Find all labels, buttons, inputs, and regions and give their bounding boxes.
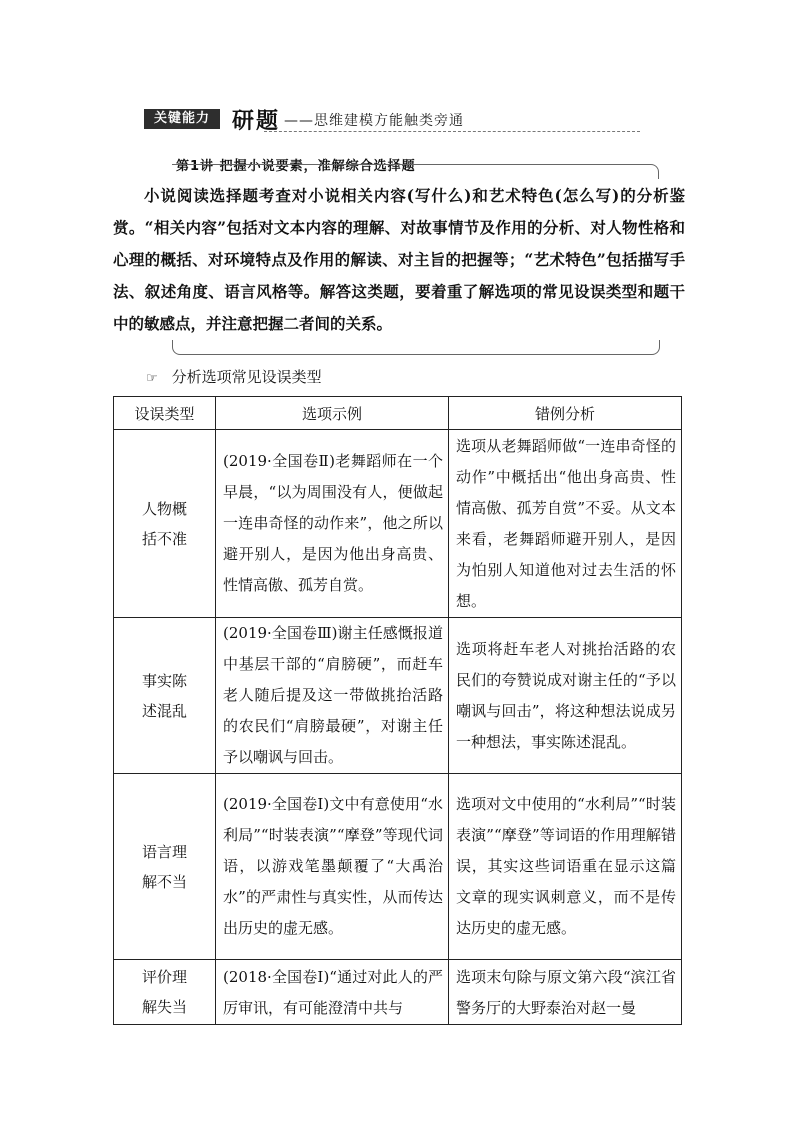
analysis-cell: 选项末句除与原文第六段“滨江省警务厅的大野泰治对赵一曼 bbox=[449, 960, 682, 1025]
section-title: 分析选项常见设误类型 bbox=[171, 368, 322, 386]
example-cell: (2018·全国卷Ⅰ)“通过对此人的严厉审讯，有可能澄清中共与 bbox=[216, 960, 449, 1025]
table-row bbox=[114, 618, 682, 774]
example-cell: (2019·全国卷Ⅲ)谢主任感慨报道中基层干部的“肩膀硬”，而赶车老人随后提及这一带做挑抬活路的农民们“肩膀最硬”，对谢主任予以嘲讽与回击。 bbox=[216, 618, 449, 774]
header-subtitle: ——思维建模方能触类旁通 bbox=[284, 113, 464, 129]
column-header: 设误类型 bbox=[114, 397, 216, 430]
example-cell: (2019·全国卷Ⅰ)文中有意使用“水利局”“时装表演”“摩登”等现代词语，以游戏笔墨颠覆了“大禹治水”的严肃性与真实性，从而传达出历史的虚无感。 bbox=[216, 774, 449, 960]
error-type-cell: 评价理解失当 bbox=[114, 960, 216, 1025]
table-row bbox=[114, 774, 682, 960]
header-divider bbox=[264, 131, 640, 132]
section-heading bbox=[146, 366, 322, 387]
key-ability-tag: 关键能力 bbox=[144, 109, 220, 129]
lecture-title: 第1讲 把握小说要素，准解综合选择题 bbox=[176, 159, 416, 174]
section-header bbox=[144, 106, 640, 132]
table-row bbox=[114, 430, 682, 618]
analysis-cell: 选项从老舞蹈师做“一连串奇怪的动作”中概括出“他出身高贵、性情高傲、孤芳自赏”不妥。从文本来看，老舞蹈师避开别人，是因为怕别人知道他对过去生活的怀想。 bbox=[449, 430, 682, 618]
intro-paragraph: 小说阅读选择题考查对小说相关内容(写什么)和艺术特色(怎么写)的分析鉴赏。“相关内容”包括对文本内容的理解、对故事情节及作用的分析、对人物性格和心理的概括、对环境特点及作用的解读、对主旨的把握等；“艺术特色”包括描写手法、叙述角度、语言风格等。解答这类题，要着重了解选项的常见设误类型和题干中的敏感点，并注意把握二者间的关系。 bbox=[113, 186, 685, 333]
table-row bbox=[114, 960, 682, 1025]
error-type-cell: 人物概括不准 bbox=[114, 430, 216, 618]
intro-box-bottom-border bbox=[172, 340, 660, 355]
intro-box-top-border bbox=[172, 164, 659, 179]
error-type-cell: 语言理解不当 bbox=[114, 774, 216, 960]
analysis-cell: 选项将赶车老人对挑抬活路的农民们的夸赞说成对谢主任的“予以嘲讽与回击”，将这种想法说成另一种想法，事实陈述混乱。 bbox=[449, 618, 682, 774]
analysis-cell: 选项对文中使用的“水利局”“时装表演”“摩登”等词语的作用理解错误，其实这些词语重在显示这篇文章的现实讽刺意义，而不是传达历史的虚无感。 bbox=[449, 774, 682, 960]
column-header: 选项示例 bbox=[216, 397, 449, 430]
pointing-hand-icon: ☞ bbox=[146, 371, 158, 386]
table-header-row bbox=[114, 397, 682, 430]
error-type-cell: 事实陈述混乱 bbox=[114, 618, 216, 774]
example-cell: (2019·全国卷Ⅱ)老舞蹈师在一个早晨，“以为周围没有人，便做起一连串奇怪的动作来”，他之所以避开别人，是因为他出身高贵、性情高傲、孤芳自赏。 bbox=[216, 430, 449, 618]
column-header: 错例分析 bbox=[449, 397, 682, 430]
header-title: 研题 bbox=[232, 108, 281, 134]
error-types-table bbox=[113, 396, 682, 1025]
